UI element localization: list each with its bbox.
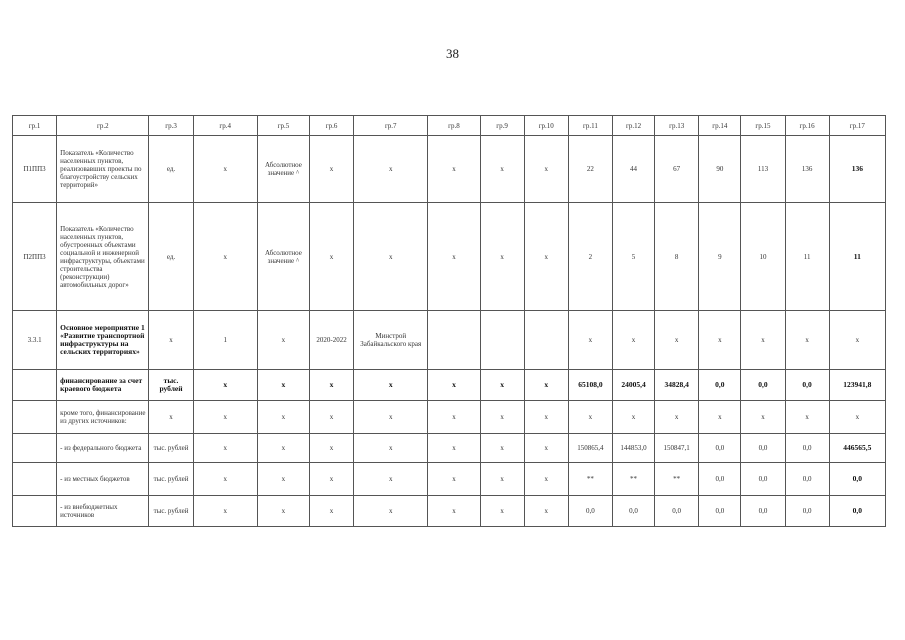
table-cell: 0,0: [612, 496, 654, 527]
table-cell: х: [480, 463, 524, 496]
column-header: гр.2: [57, 116, 149, 136]
table-cell: х: [257, 463, 309, 496]
table-cell: 0,0: [568, 496, 612, 527]
table-cell: х: [524, 496, 568, 527]
column-header: гр.8: [428, 116, 480, 136]
table-row: [13, 401, 886, 434]
table-cell: х: [354, 463, 428, 496]
table-cell: х: [699, 311, 741, 370]
budget-table: [12, 115, 886, 527]
table-row: [13, 311, 886, 370]
table-cell: х: [524, 136, 568, 203]
table-cell: 150847,1: [655, 434, 699, 463]
table-cell: тыс. рублей: [149, 434, 193, 463]
table-cell: х: [354, 370, 428, 401]
table-cell: 9: [699, 203, 741, 311]
column-header: гр.12: [612, 116, 654, 136]
table-cell: х: [354, 496, 428, 527]
table-cell: 10: [741, 203, 785, 311]
table-cell: финансирование за счет краевого бюджета: [57, 370, 149, 401]
table-row: [13, 136, 886, 203]
column-header: гр.10: [524, 116, 568, 136]
table-cell: - из местных бюджетов: [57, 463, 149, 496]
table-cell: ед.: [149, 203, 193, 311]
column-header: гр.1: [13, 116, 57, 136]
table-cell: 5: [612, 203, 654, 311]
table-cell: х: [568, 311, 612, 370]
table-cell: х: [428, 370, 480, 401]
table-cell: х: [524, 434, 568, 463]
table-cell: х: [428, 434, 480, 463]
table-cell: х: [480, 401, 524, 434]
table-row: [13, 463, 886, 496]
column-header: гр.16: [785, 116, 829, 136]
column-header: гр.13: [655, 116, 699, 136]
table-cell: х: [428, 496, 480, 527]
table-cell: х: [193, 401, 257, 434]
table-cell: 0,0: [829, 496, 885, 527]
table-cell: х: [257, 401, 309, 434]
table-cell: [428, 311, 480, 370]
column-header: гр.17: [829, 116, 885, 136]
table-cell: 0,0: [699, 463, 741, 496]
table-cell: 150865,4: [568, 434, 612, 463]
table-cell: х: [480, 434, 524, 463]
table-cell: Минстрой Забайкальского края: [354, 311, 428, 370]
table-cell: ед.: [149, 136, 193, 203]
column-header: гр.15: [741, 116, 785, 136]
table-cell: 0,0: [785, 370, 829, 401]
table-cell: [13, 463, 57, 496]
table-cell: Показатель «Количество населенных пунктов, обустроенных объектами социальной и инженерной инфраструктуры, объектами строительства (реконструкции) автомобильных дорог»: [57, 203, 149, 311]
table-cell: 24005,4: [612, 370, 654, 401]
table-cell: 0,0: [699, 370, 741, 401]
column-header: гр.14: [699, 116, 741, 136]
table-cell: х: [428, 401, 480, 434]
table-cell: 2: [568, 203, 612, 311]
table-cell: х: [655, 401, 699, 434]
table-cell: 65108,0: [568, 370, 612, 401]
table-cell: х: [354, 434, 428, 463]
table-cell: х: [829, 401, 885, 434]
table-cell: 0,0: [785, 496, 829, 527]
page-number: 38: [446, 46, 459, 61]
table-cell: х: [699, 401, 741, 434]
table-cell: х: [257, 370, 309, 401]
table-cell: [13, 401, 57, 434]
table-cell: х: [193, 136, 257, 203]
table-row: [13, 496, 886, 527]
table-cell: х: [829, 311, 885, 370]
table-cell: 113: [741, 136, 785, 203]
table-cell: 0,0: [785, 434, 829, 463]
table-cell: 22: [568, 136, 612, 203]
header-row: [13, 116, 886, 136]
table-cell: х: [309, 370, 353, 401]
table-cell: 0,0: [699, 496, 741, 527]
table-cell: тыс. рублей: [149, 370, 193, 401]
table-cell: тыс. рублей: [149, 463, 193, 496]
table-cell: 44: [612, 136, 654, 203]
table-cell: х: [655, 311, 699, 370]
table-cell: х: [785, 401, 829, 434]
table-cell: х: [309, 401, 353, 434]
table-cell: х: [149, 311, 193, 370]
table-cell: 0,0: [741, 463, 785, 496]
table-cell: х: [354, 203, 428, 311]
table-row: [13, 203, 886, 311]
table-cell: х: [428, 136, 480, 203]
column-header: гр.3: [149, 116, 193, 136]
table-cell: 0,0: [655, 496, 699, 527]
table-cell: Основное мероприятие 1 «Развитие транспортной инфраструктуры на сельских территориях»: [57, 311, 149, 370]
table-cell: х: [193, 434, 257, 463]
table-cell: х: [354, 401, 428, 434]
table-cell: 11: [785, 203, 829, 311]
table-cell: 0,0: [741, 496, 785, 527]
table-cell: [13, 370, 57, 401]
column-header: гр.6: [309, 116, 353, 136]
table-cell: Абсолютное значение ^: [257, 203, 309, 311]
table-cell: х: [612, 401, 654, 434]
table-cell: 11: [829, 203, 885, 311]
table-cell: **: [568, 463, 612, 496]
table-cell: х: [480, 136, 524, 203]
table-cell: х: [149, 401, 193, 434]
column-header: гр.11: [568, 116, 612, 136]
table-cell: [480, 311, 524, 370]
table-cell: х: [257, 311, 309, 370]
table-cell: П1ПП3: [13, 136, 57, 203]
table-cell: х: [524, 203, 568, 311]
table-cell: 90: [699, 136, 741, 203]
table-cell: х: [193, 203, 257, 311]
table-cell: х: [309, 496, 353, 527]
table-cell: - из внебюджетных источников: [57, 496, 149, 527]
table-cell: 446565,5: [829, 434, 885, 463]
table-cell: х: [524, 463, 568, 496]
table-cell: 144853,0: [612, 434, 654, 463]
column-header: гр.5: [257, 116, 309, 136]
column-header: гр.7: [354, 116, 428, 136]
table-cell: х: [785, 311, 829, 370]
table-cell: х: [480, 370, 524, 401]
table-cell: х: [612, 311, 654, 370]
table-cell: 136: [829, 136, 885, 203]
table-cell: х: [257, 496, 309, 527]
table-cell: 67: [655, 136, 699, 203]
table-cell: 0,0: [699, 434, 741, 463]
table-cell: х: [309, 434, 353, 463]
table-cell: 0,0: [741, 434, 785, 463]
table-row: [13, 434, 886, 463]
table-cell: Показатель «Количество населенных пунктов, реализовавших проекты по благоустройству сельских территорий»: [57, 136, 149, 203]
table-cell: 8: [655, 203, 699, 311]
table-cell: 2020-2022: [309, 311, 353, 370]
table-cell: - из федерального бюджета: [57, 434, 149, 463]
table-cell: тыс. рублей: [149, 496, 193, 527]
table-cell: 3.3.1: [13, 311, 57, 370]
table-cell: х: [524, 401, 568, 434]
table-cell: х: [428, 203, 480, 311]
table-cell: х: [480, 203, 524, 311]
table-cell: **: [655, 463, 699, 496]
table-cell: х: [193, 370, 257, 401]
table-cell: [13, 434, 57, 463]
table-cell: [13, 496, 57, 527]
table-cell: х: [568, 401, 612, 434]
table-cell: 123941,8: [829, 370, 885, 401]
table-cell: 0,0: [829, 463, 885, 496]
table-cell: х: [193, 496, 257, 527]
table-cell: кроме того, финансирование из других источников:: [57, 401, 149, 434]
table-cell: х: [257, 434, 309, 463]
table-cell: х: [193, 463, 257, 496]
table-cell: х: [428, 463, 480, 496]
table-cell: 1: [193, 311, 257, 370]
table-cell: 0,0: [785, 463, 829, 496]
table-cell: 34828,4: [655, 370, 699, 401]
table-cell: Абсолютное значение ^: [257, 136, 309, 203]
table-cell: **: [612, 463, 654, 496]
table-cell: х: [480, 496, 524, 527]
table-row: [13, 370, 886, 401]
table-cell: х: [741, 311, 785, 370]
table-cell: х: [309, 463, 353, 496]
table-cell: П2ПП3: [13, 203, 57, 311]
table-cell: 136: [785, 136, 829, 203]
table-cell: 0,0: [741, 370, 785, 401]
column-header: гр.9: [480, 116, 524, 136]
table-cell: х: [741, 401, 785, 434]
table-cell: х: [309, 136, 353, 203]
table-cell: х: [354, 136, 428, 203]
table-cell: х: [524, 370, 568, 401]
table-cell: [524, 311, 568, 370]
column-header: гр.4: [193, 116, 257, 136]
table-cell: х: [309, 203, 353, 311]
